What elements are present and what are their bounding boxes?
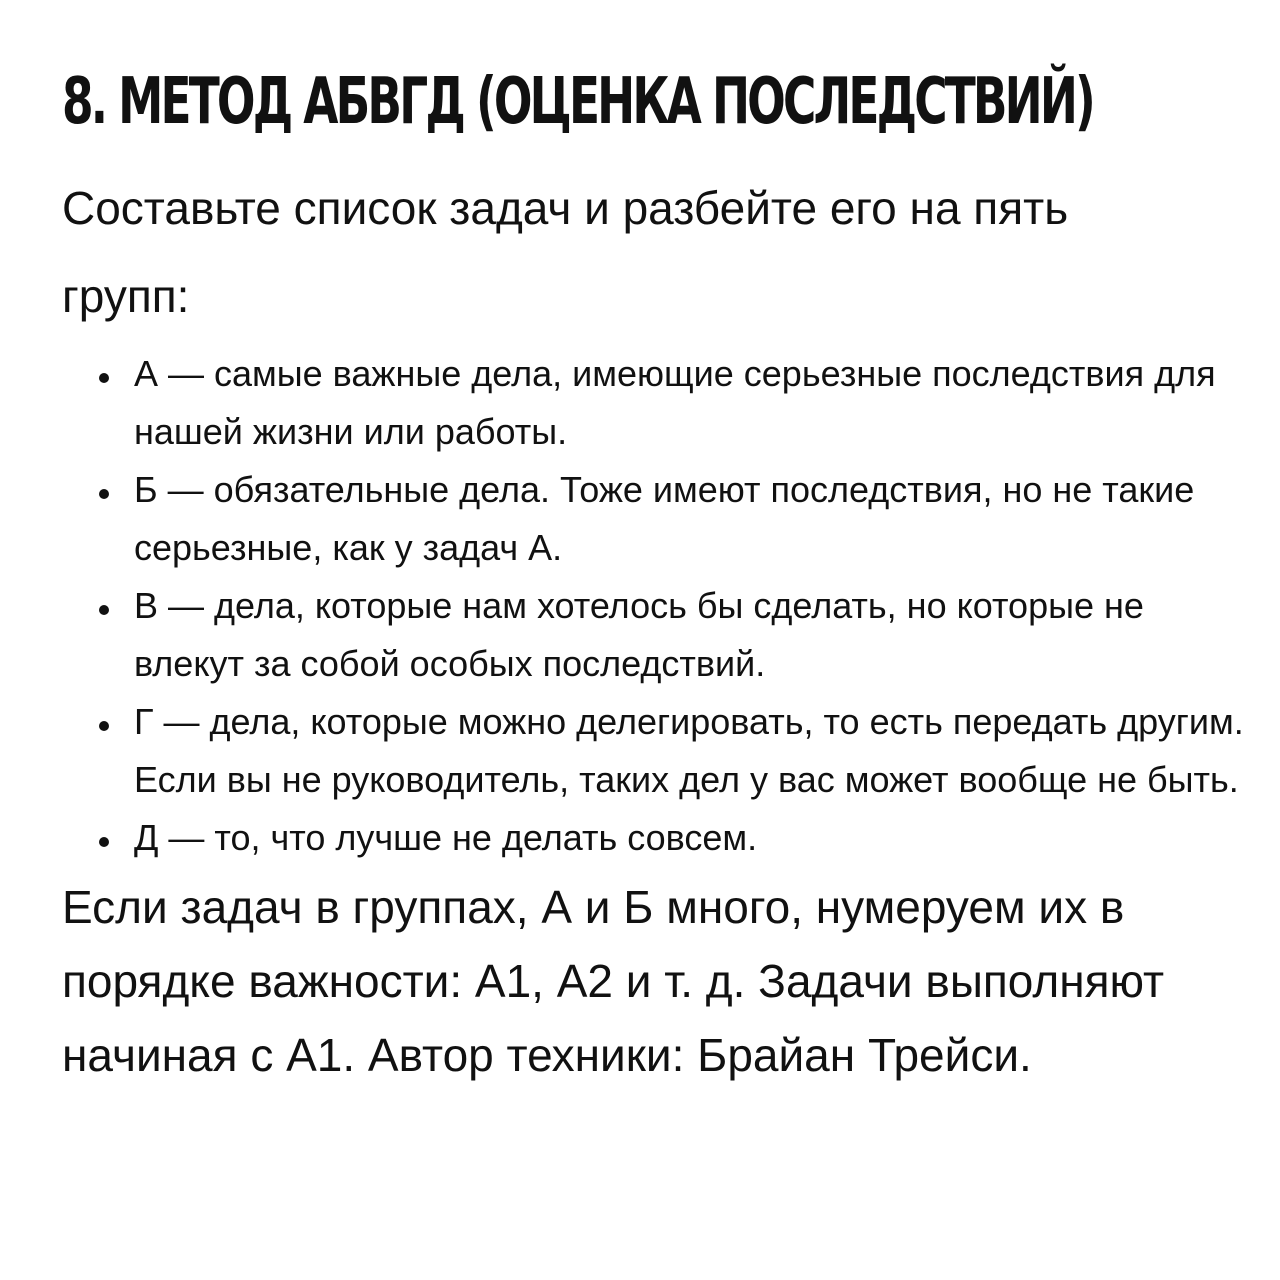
page-title: 8. МЕТОД АБВГД (ОЦЕНКА ПОСЛЕДСТВИЙ) [62,65,1093,139]
list-item-group-d [134,809,1252,867]
intro-paragraph: Составьте список задач и разбейте его на пять групп: [62,182,1069,322]
list-item-group-a [134,345,1252,461]
list-item-group-v [134,577,1184,693]
bullet-icon [99,577,109,635]
bullet-icon [99,693,109,751]
group-d-text: Д — то, что лучше не делать совсем. [134,817,758,858]
bullet-icon [99,345,109,403]
document-page [62,52,1252,1092]
list-item-group-g [134,693,1264,809]
outro-paragraph: Если задач в группах, А и Б много, нумеруем их в порядке важности: А1, А2 и т. д. Задачи выполняют начиная с А1. Автор техники: Брайан Трейси. [62,881,1165,1081]
groups-list [62,345,1252,867]
group-b-text: Б — обязательные дела. Тоже имеют последствия, но не такие серьезные, как у задач А. [134,469,1195,568]
bullet-icon [99,461,109,519]
group-a-text: А — самые важные дела, имеющие серьезные последствия для нашей жизни или работы. [134,353,1216,452]
group-v-text: В — дела, которые нам хотелось бы сделать, но которые не влекут за собой особых последствий. [134,585,1144,684]
group-g-text: Г — дела, которые можно делегировать, то есть передать другим. Если вы не руководитель, таких дел у вас может вообще не быть. [134,701,1244,800]
list-item-group-b [134,461,1252,577]
bullet-icon [99,809,109,867]
